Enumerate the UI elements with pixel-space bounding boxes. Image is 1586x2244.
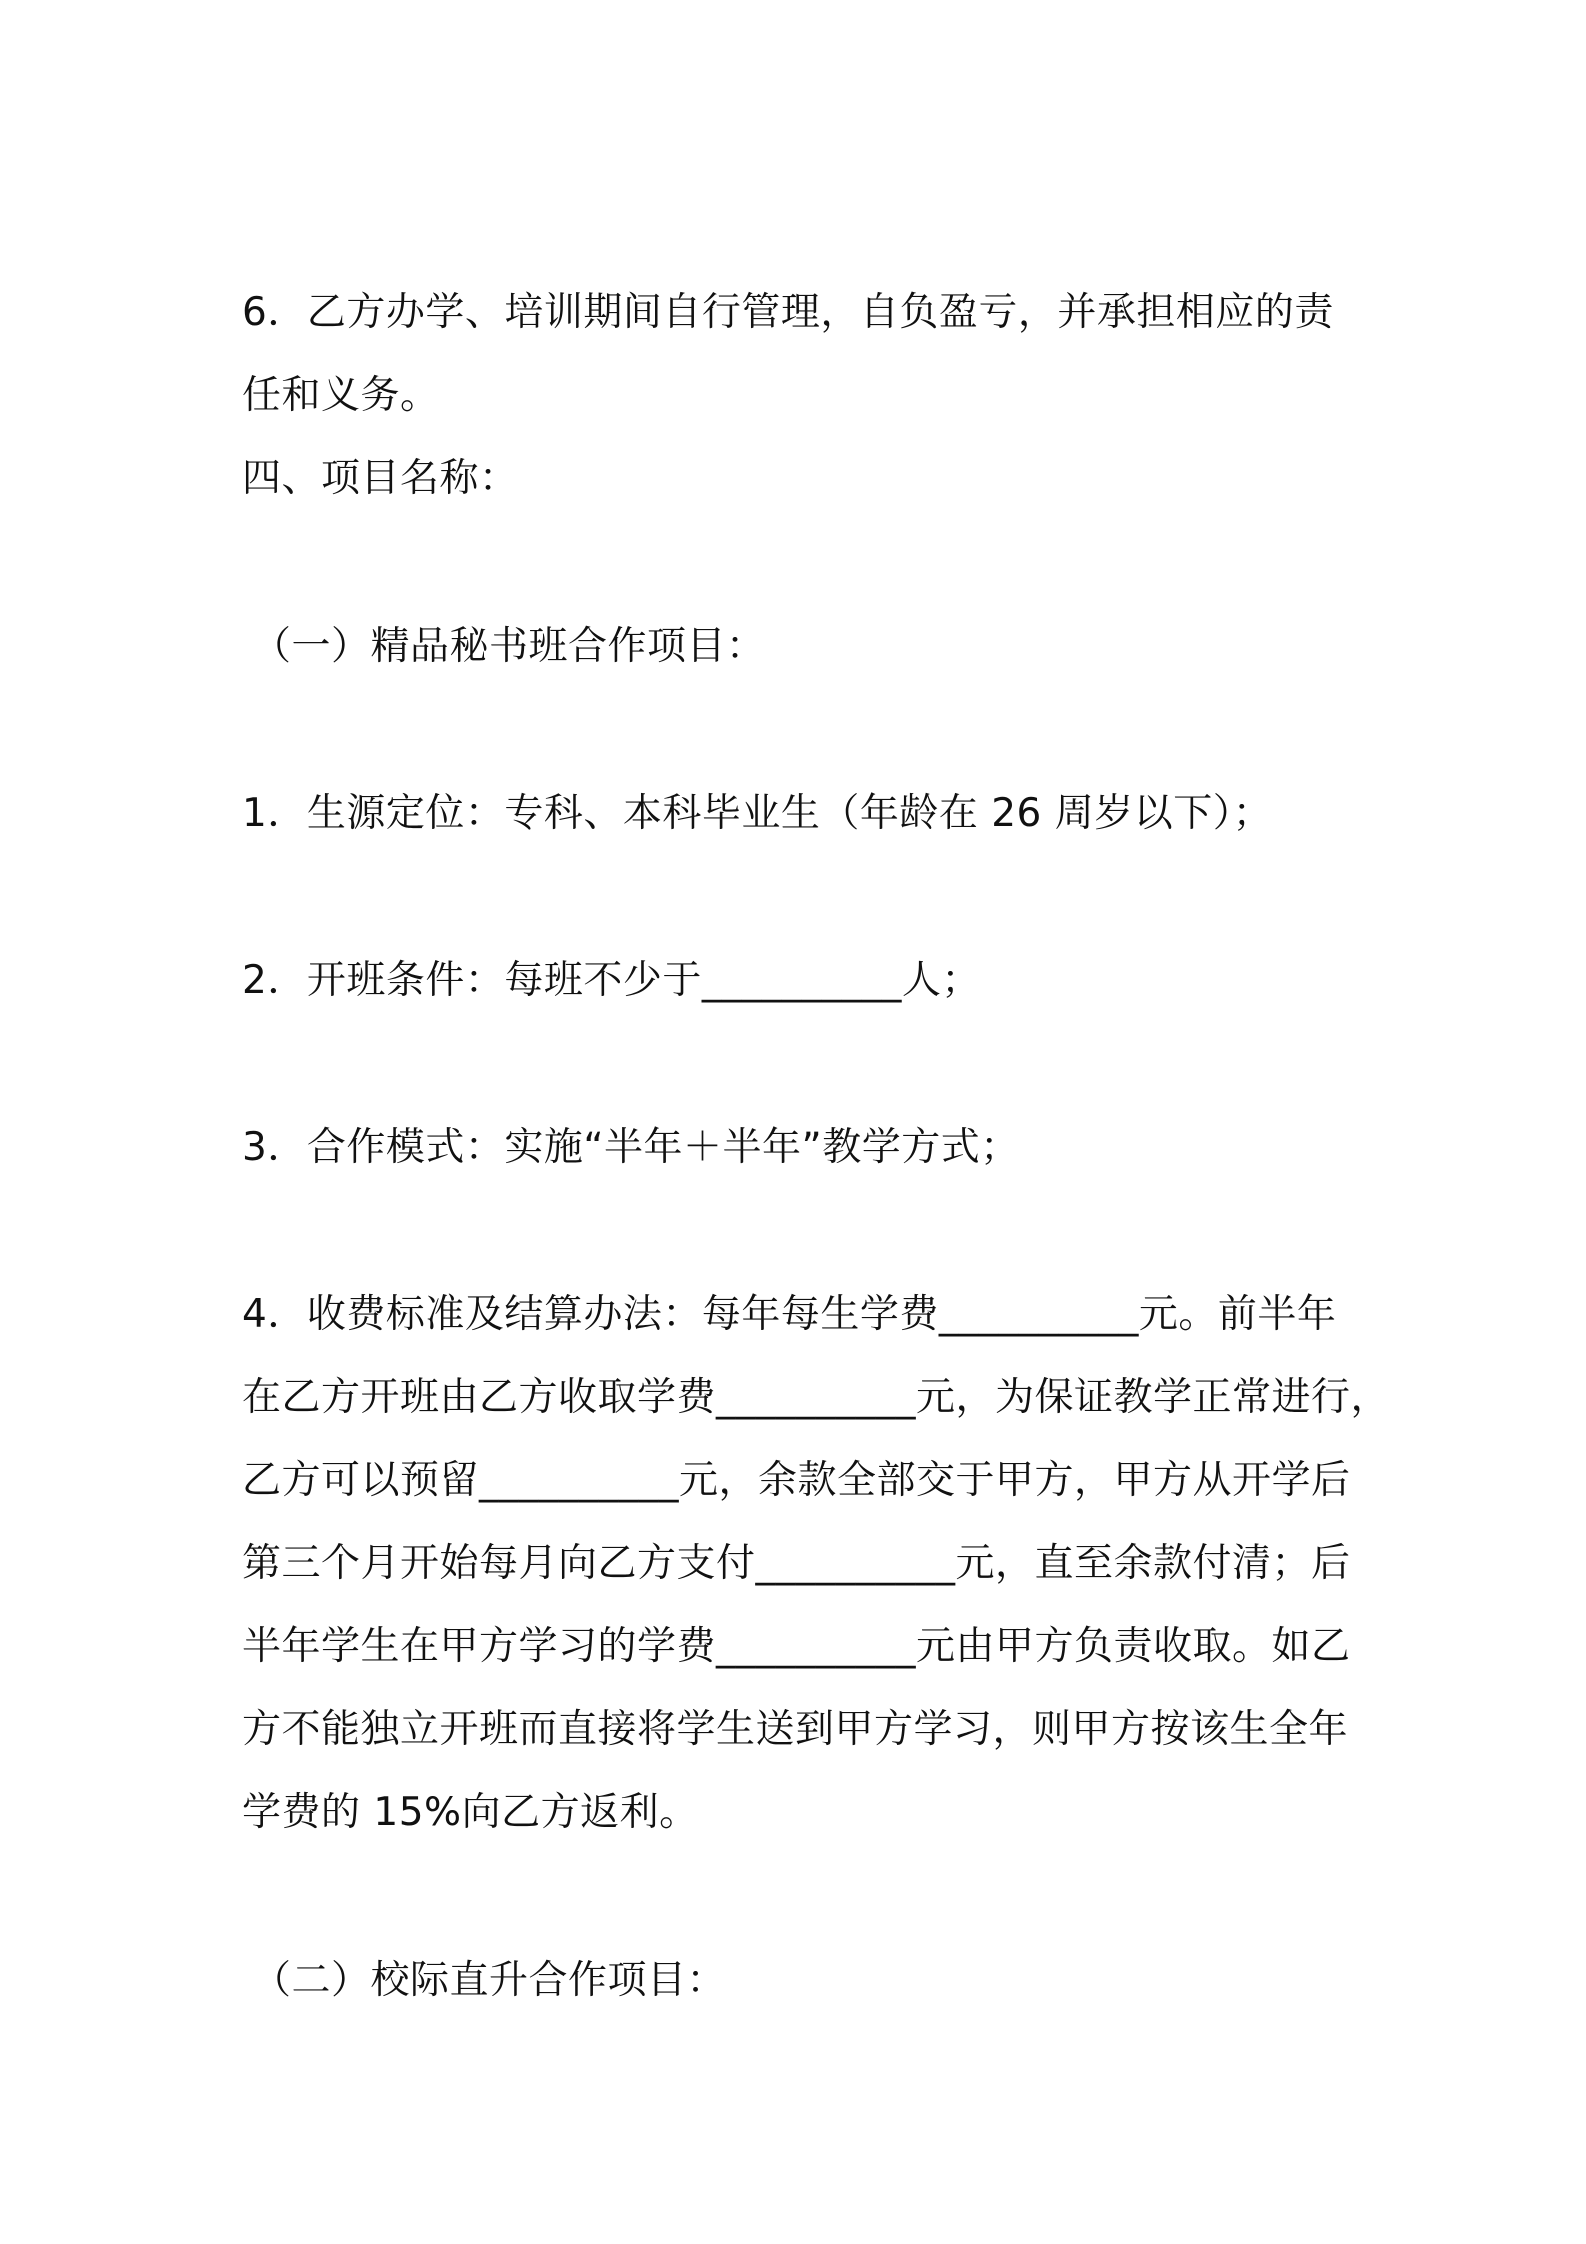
item6-line1: 6．乙方办学、培训期间自行管理，自负盈亏，并承担相应的责 — [242, 290, 1334, 335]
clause4-line4: 第三个月开始每月向乙方支付__________元，直至余款付清；后 — [242, 1541, 1351, 1586]
clause2: 2．开班条件：每班不少于__________人； — [242, 958, 981, 1003]
clause3: 3．合作模式：实施“半年＋半年”教学方式； — [242, 1125, 1020, 1170]
clause4-line2: 在乙方开班由乙方收取学费__________元，为保证教学正常进行， — [242, 1375, 1391, 1420]
subsection1-heading: （一）精品秘书班合作项目： — [252, 624, 766, 669]
clause4-line1: 4．收费标准及结算办法：每年每生学费__________元。前半年 — [242, 1292, 1337, 1337]
subsection2-heading: （二）校际直升合作项目： — [252, 1958, 727, 2003]
clause4-line7: 学费的 15%向乙方返利。 — [242, 1790, 699, 1835]
section4-heading: 四、项目名称： — [242, 456, 519, 501]
clause1: 1．生源定位：专科、本科毕业生（年龄在 26 周岁以下）； — [242, 791, 1273, 836]
clause4-line5: 半年学生在甲方学习的学费__________元由甲方负责收取。如乙 — [242, 1624, 1351, 1669]
item6-line2: 任和义务。 — [242, 373, 440, 418]
clause4-line3: 乙方可以预留__________元，余款全部交于甲方，甲方从开学后 — [242, 1458, 1351, 1503]
clause4-line6: 方不能独立开班而直接将学生送到甲方学习，则甲方按该生全年 — [242, 1707, 1349, 1752]
